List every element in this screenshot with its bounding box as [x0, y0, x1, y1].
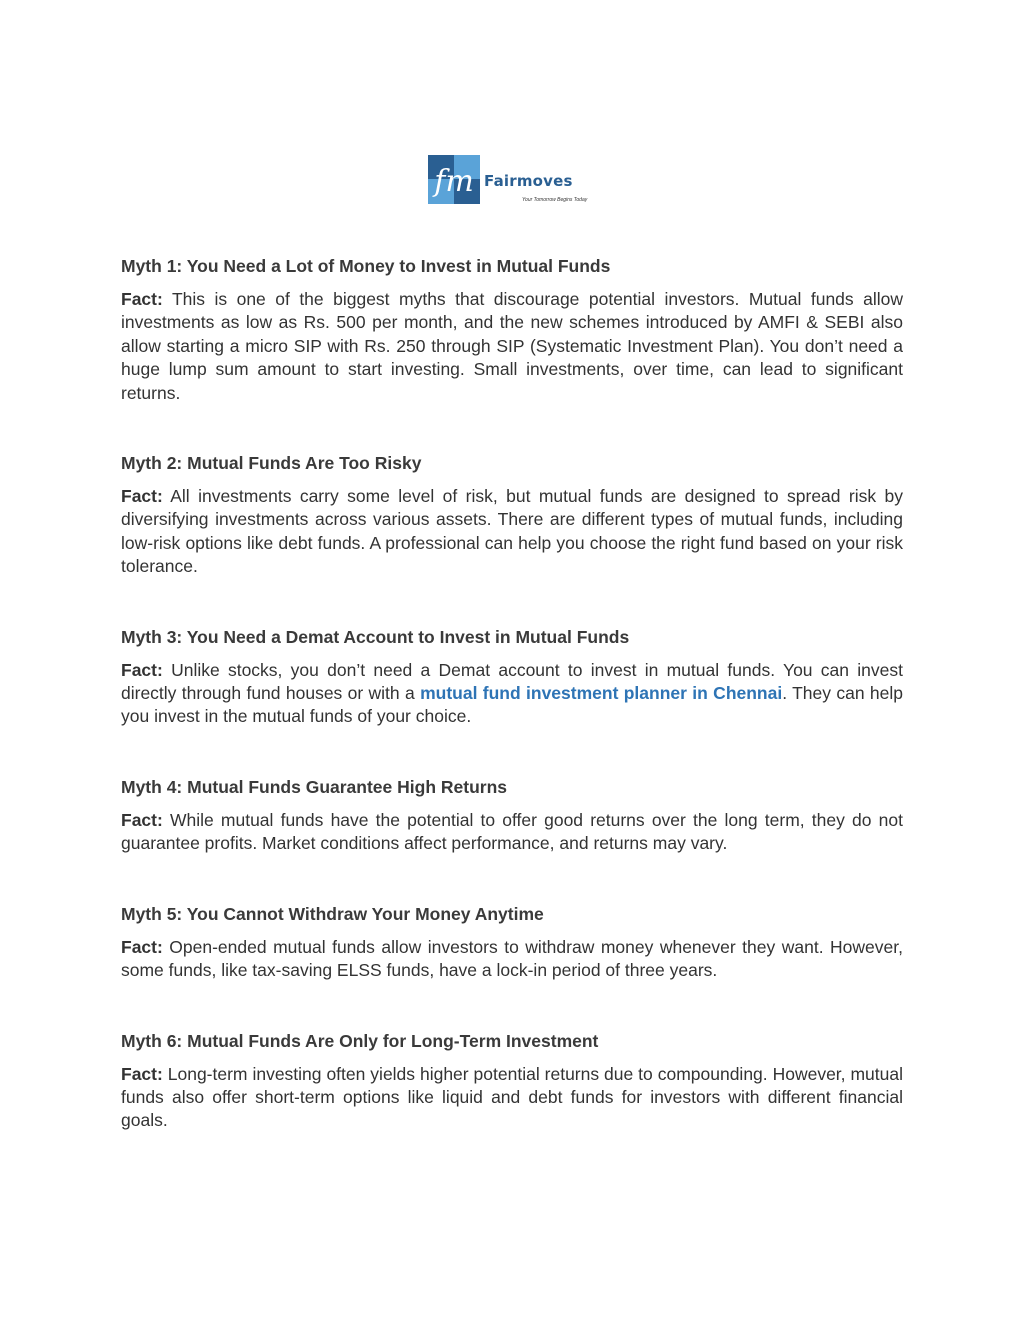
myth-1	[121, 254, 903, 405]
myth-1-fact-text: This is one of the biggest myths that discourage potential investors. Mutual funds allow investments as low as Rs. 500 per month, and the new schemes introduced by AMFI & SEBI also allow starting a micro SIP with Rs. 250 through SIP (Systematic Investment Plan). You don’t need a huge lump sum amount to start investing. Small investments, over time, can lead to significant returns.	[121, 289, 903, 403]
myth-4-title: Myth 4: Mutual Funds Guarantee High Returns	[121, 776, 507, 797]
fact-label: Fact:	[121, 659, 163, 680]
myth-1-fact	[121, 288, 903, 405]
myth-5-title: Myth 5: You Cannot Withdraw Your Money Anytime	[121, 903, 544, 924]
svg-text:fm: fm	[434, 164, 474, 199]
mutual-fund-planner-link[interactable]: mutual fund investment planner in Chennai	[420, 683, 783, 704]
fact-label: Fact:	[121, 1063, 163, 1084]
fact-label: Fact:	[121, 936, 163, 957]
myth-2-title: Myth 2: Mutual Funds Are Too Risky	[121, 453, 422, 474]
fact-label: Fact:	[121, 809, 163, 830]
article-body	[121, 254, 903, 1133]
myth-3-fact-before: Unlike stocks, you don’t need a Demat account to invest in mutual funds. You can invest directly through fund houses or with a	[121, 659, 903, 704]
myth-6	[121, 1029, 903, 1133]
myth-3-title: Myth 3: You Need a Demat Account to Invest in Mutual Funds	[121, 626, 630, 647]
logo-tagline: Your Tomorrow Begins Today	[522, 197, 588, 203]
myth-4-fact	[121, 809, 903, 856]
myth-6-fact-text: Long-term investing often yields higher potential returns due to compounding. However, mutual funds also offer short-term options like liquid and debt funds for investors with different financial goals.	[121, 1063, 903, 1131]
myth-3-fact	[121, 659, 903, 729]
myth-4	[121, 775, 903, 856]
logo-wordmark: Fairmoves	[484, 172, 573, 190]
myth-2	[121, 451, 903, 579]
myth-6-fact	[121, 1063, 903, 1133]
myth-2-fact	[121, 485, 903, 579]
myth-6-title: Myth 6: Mutual Funds Are Only for Long-Term Investment	[121, 1030, 599, 1051]
myth-3-fact-after: . They can help you invest in the mutual funds of your choice.	[121, 683, 903, 727]
fact-label: Fact:	[121, 486, 163, 507]
myth-5	[121, 902, 903, 983]
myth-2-fact-text: All investments carry some level of risk, but mutual funds are designed to spread risk by diversifying investments across various assets. There are different types of mutual funds, including low-risk options like debt funds. A professional can help you choose the right fund based on your risk tolerance.	[121, 486, 903, 577]
myth-5-fact	[121, 936, 903, 983]
fm-logo-mark	[428, 155, 480, 204]
myth-5-fact-text: Open-ended mutual funds allow investors to withdraw money whenever they want. However, some funds, like tax-saving ELSS funds, have a lock-in period of three years.	[121, 936, 903, 981]
myth-3	[121, 625, 903, 729]
myth-4-fact-text: While mutual funds have the potential to offer good returns over the long term, they do not guarantee profits. Market conditions affect performance, and returns may vary.	[121, 809, 903, 854]
myth-1-title: Myth 1: You Need a Lot of Money to Invest in Mutual Funds	[121, 256, 611, 276]
fact-label: Fact:	[121, 289, 163, 309]
fairmoves-logo	[428, 155, 600, 207]
